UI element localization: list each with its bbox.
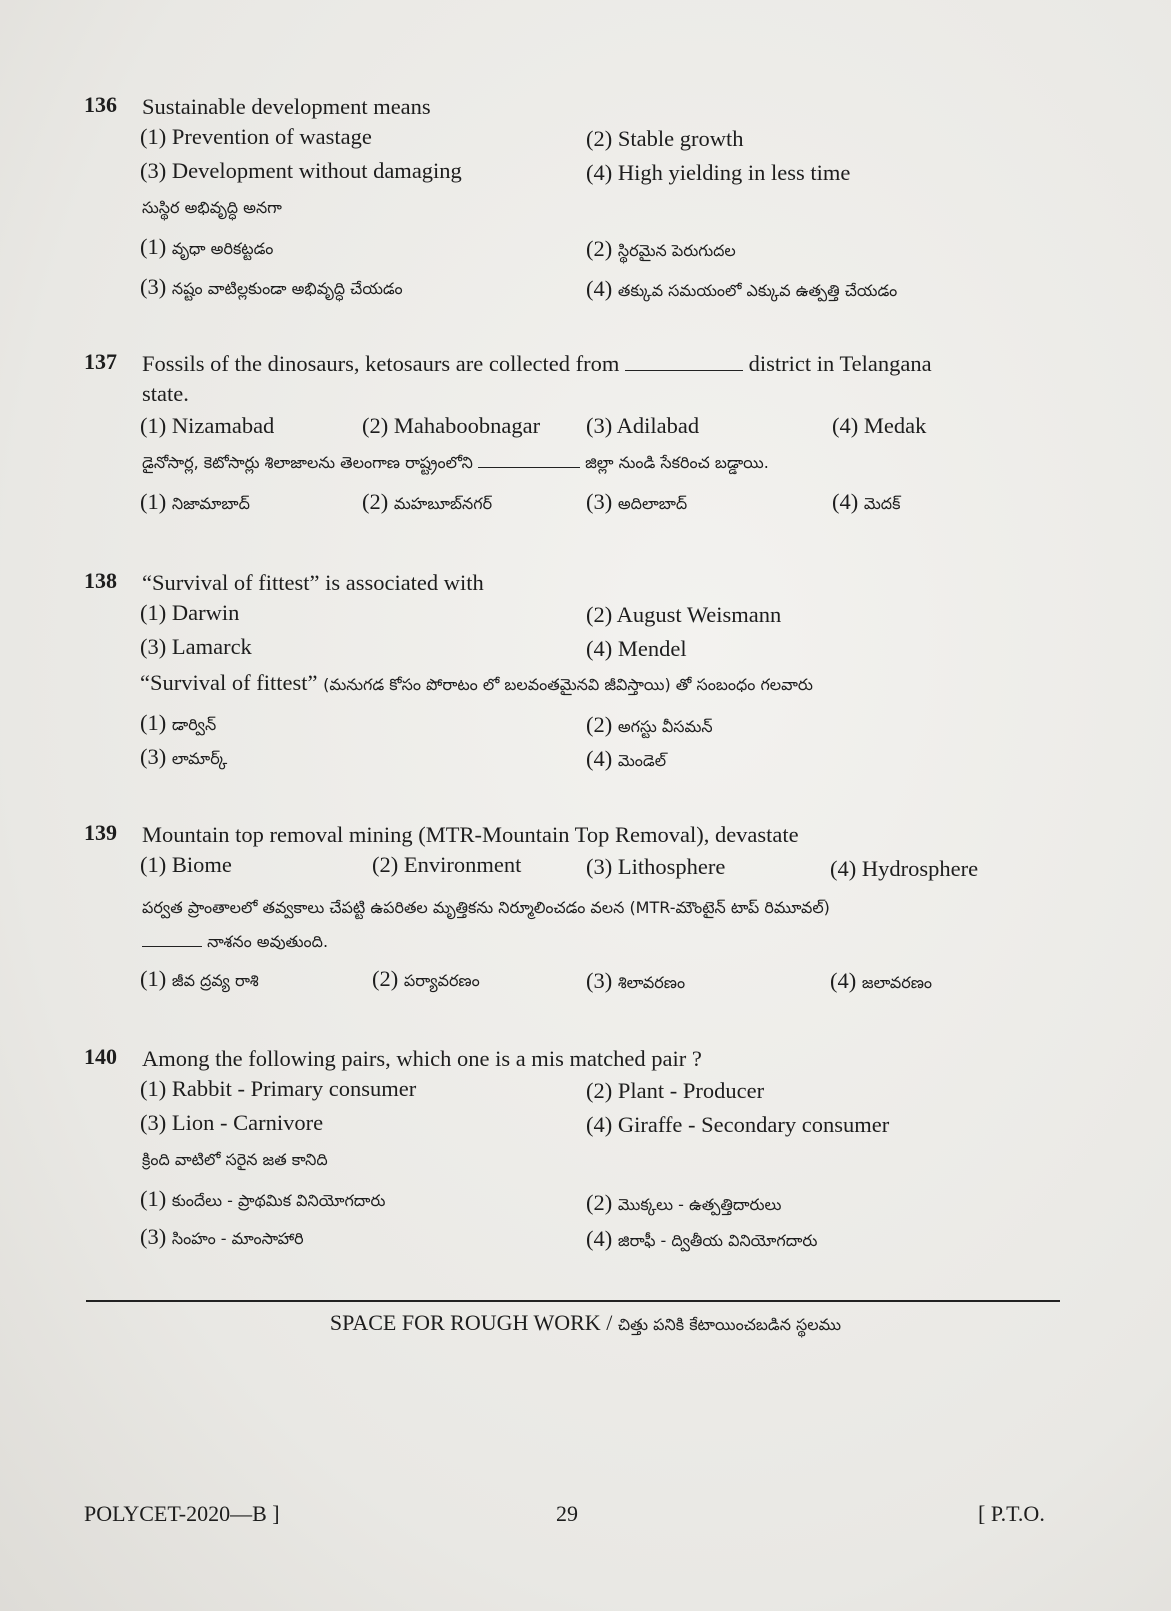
option-1: (1) Darwin: [140, 600, 240, 625]
te-option-1: జీవ ద్రవ్య రాశి: [171, 971, 259, 990]
rough-work-divider: [86, 1300, 1060, 1302]
page-number: 29: [556, 1501, 578, 1526]
rough-work-separator: /: [606, 1310, 613, 1335]
telugu-question-text: సుస్థిర అభివృద్ధి అనగా: [142, 198, 282, 217]
te-option-4: జిరాఫీ - ద్వితీయ వినియోగదారు: [617, 1231, 818, 1250]
answer-blank: [478, 453, 580, 468]
te-option-3: లామార్క్: [171, 749, 228, 768]
te-option-3-num: (3): [140, 1224, 167, 1249]
telugu-question-text: [140, 670, 813, 698]
te-option-4-num: (4): [586, 1226, 613, 1251]
question-number: 137: [84, 349, 117, 374]
question-text: “Survival of fittest” is associated with: [142, 570, 484, 595]
te-text-part-b: నాశనం అవుతుంది.: [207, 932, 329, 951]
te-option-2: స్థిరమైన పెరుగుదల: [617, 241, 736, 260]
option-3: (3) Lithosphere: [586, 854, 726, 879]
option-1: (1) Biome: [140, 852, 232, 877]
te-option-3: అదిలాబాద్: [617, 494, 688, 513]
telugu-question-text-line2: [142, 932, 328, 955]
te-option-1-num: (1): [140, 1186, 167, 1211]
te-option-1: డార్విన్: [171, 715, 217, 734]
answer-blank: [625, 352, 743, 371]
rough-work-label: [0, 1310, 1171, 1338]
te-option-2-num: (2): [586, 712, 613, 737]
question-text-part-a: Fossils of the dinosaurs, ketosaurs are collected from: [142, 351, 620, 376]
option-4: (4) High yielding in less time: [586, 160, 851, 185]
rough-work-te: చిత్తు పనికి కేటాయించబడిన స్థలము: [617, 1315, 842, 1334]
telugu-question-text: [142, 453, 769, 476]
te-option-1: కుందేలు - ప్రాథమిక వినియోగదారు: [171, 1191, 386, 1210]
te-option-4-num: (4): [586, 746, 613, 771]
te-option-1: నిజామాబాద్: [171, 494, 250, 513]
option-2: (2) August Weismann: [586, 602, 782, 627]
te-option-4: తక్కువ సమయంలో ఎక్కువ ఉత్పత్తి చేయడం: [617, 281, 898, 300]
option-3: (3) Development without damaging: [140, 158, 462, 183]
te-option-2: పర్యావరణం: [403, 971, 480, 990]
te-option-2-num: (2): [586, 236, 613, 261]
question-number: 140: [84, 1044, 117, 1069]
pto-label: [ P.T.O.: [978, 1501, 1045, 1526]
option-2: (2) Mahaboobnagar: [362, 413, 541, 438]
option-4: (4) Medak: [832, 413, 927, 438]
option-4: (4) Mendel: [586, 636, 687, 661]
option-2: (2) Stable growth: [586, 126, 744, 151]
question-text-part-b: district in Telangana: [748, 351, 932, 376]
te-text-part-a: “Survival of fittest”: [140, 670, 318, 695]
te-option-2-num: (2): [586, 1190, 613, 1215]
te-option-3: నష్టం వాటిల్లకుండా అభివృద్ధి చేయడం: [171, 279, 403, 298]
te-option-2-num: (2): [372, 966, 399, 991]
te-option-4: మెదక్: [863, 494, 901, 513]
te-option-4: మెండెల్: [617, 751, 667, 770]
te-text-part-b: (మనుగడ కోసం పోరాటం లో బలవంతమైనవి జీవిస్తాయి) తో సంబంధం గలవారు: [323, 675, 813, 694]
te-text-part-a: డైనోసార్ల, కెటోసార్లు శిలాజాలను తెలంగాణ రాష్ట్రంలోని: [142, 453, 473, 472]
option-3: (3) Adilabad: [586, 413, 700, 438]
telugu-question-text: పర్వత ప్రాంతాలలో తవ్వకాలు చేపట్టి ఉపరితల మృత్తికను నిర్మూలించడం వలన (MTR-మౌంటైన్ టాప్ రిమూవల్): [142, 898, 830, 917]
option-3: (3) Lion - Carnivore: [140, 1110, 324, 1135]
te-text-part-b: జిల్లా నుండి సేకరించ బడ్డాయి.: [585, 453, 769, 472]
te-option-2-num: (2): [362, 489, 389, 514]
te-option-1-num: (1): [140, 966, 167, 991]
telugu-question-text: క్రింది వాటిలో సరైన జత కానిది: [142, 1150, 328, 1169]
te-option-4-num: (4): [586, 276, 613, 301]
te-option-2: మొక్కలు - ఉత్పత్తిదారులు: [617, 1195, 782, 1214]
te-option-1-num: (1): [140, 489, 167, 514]
question-number: 138: [84, 568, 117, 593]
option-1: (1) Rabbit - Primary consumer: [140, 1076, 417, 1101]
question-text: Among the following pairs, which one is a mis matched pair ?: [142, 1046, 702, 1071]
te-option-3-num: (3): [586, 968, 613, 993]
te-option-1: వృధా అరికట్టడం: [171, 239, 274, 258]
option-1: (1) Prevention of wastage: [140, 124, 372, 149]
option-2: (2) Environment: [372, 852, 522, 877]
option-3: (3) Lamarck: [140, 634, 252, 659]
option-4: (4) Hydrosphere: [830, 856, 979, 881]
option-2: (2) Plant - Producer: [586, 1078, 765, 1103]
question-text: [142, 349, 1062, 409]
te-option-3: సింహం - మాంసాహారి: [171, 1229, 304, 1248]
te-option-3-num: (3): [586, 489, 613, 514]
te-option-2: మహబూబ్‌నగర్: [393, 494, 493, 513]
option-1: (1) Nizamabad: [140, 413, 275, 438]
te-option-1-num: (1): [140, 234, 167, 259]
te-option-3: శిలావరణం: [617, 973, 686, 992]
question-number: 139: [84, 820, 117, 845]
option-4: (4) Giraffe - Secondary consumer: [586, 1112, 890, 1137]
question-number: 136: [84, 92, 117, 117]
te-option-3-num: (3): [140, 274, 167, 299]
te-option-4: జలావరణం: [861, 973, 933, 992]
paper-code: POLYCET-2020—B ]: [84, 1501, 280, 1526]
te-option-3-num: (3): [140, 744, 167, 769]
rough-work-en: SPACE FOR ROUGH WORK: [329, 1310, 601, 1335]
te-option-4-num: (4): [830, 968, 857, 993]
question-text: Sustainable development means: [142, 94, 431, 119]
answer-blank: [142, 932, 202, 947]
te-option-4-num: (4): [832, 489, 859, 514]
te-option-2: అగస్టు వీసమన్: [617, 717, 713, 736]
question-text: Mountain top removal mining (MTR-Mountain Top Removal), devastate: [142, 822, 799, 847]
te-option-1-num: (1): [140, 710, 167, 735]
question-text-part-c: state.: [142, 381, 189, 406]
